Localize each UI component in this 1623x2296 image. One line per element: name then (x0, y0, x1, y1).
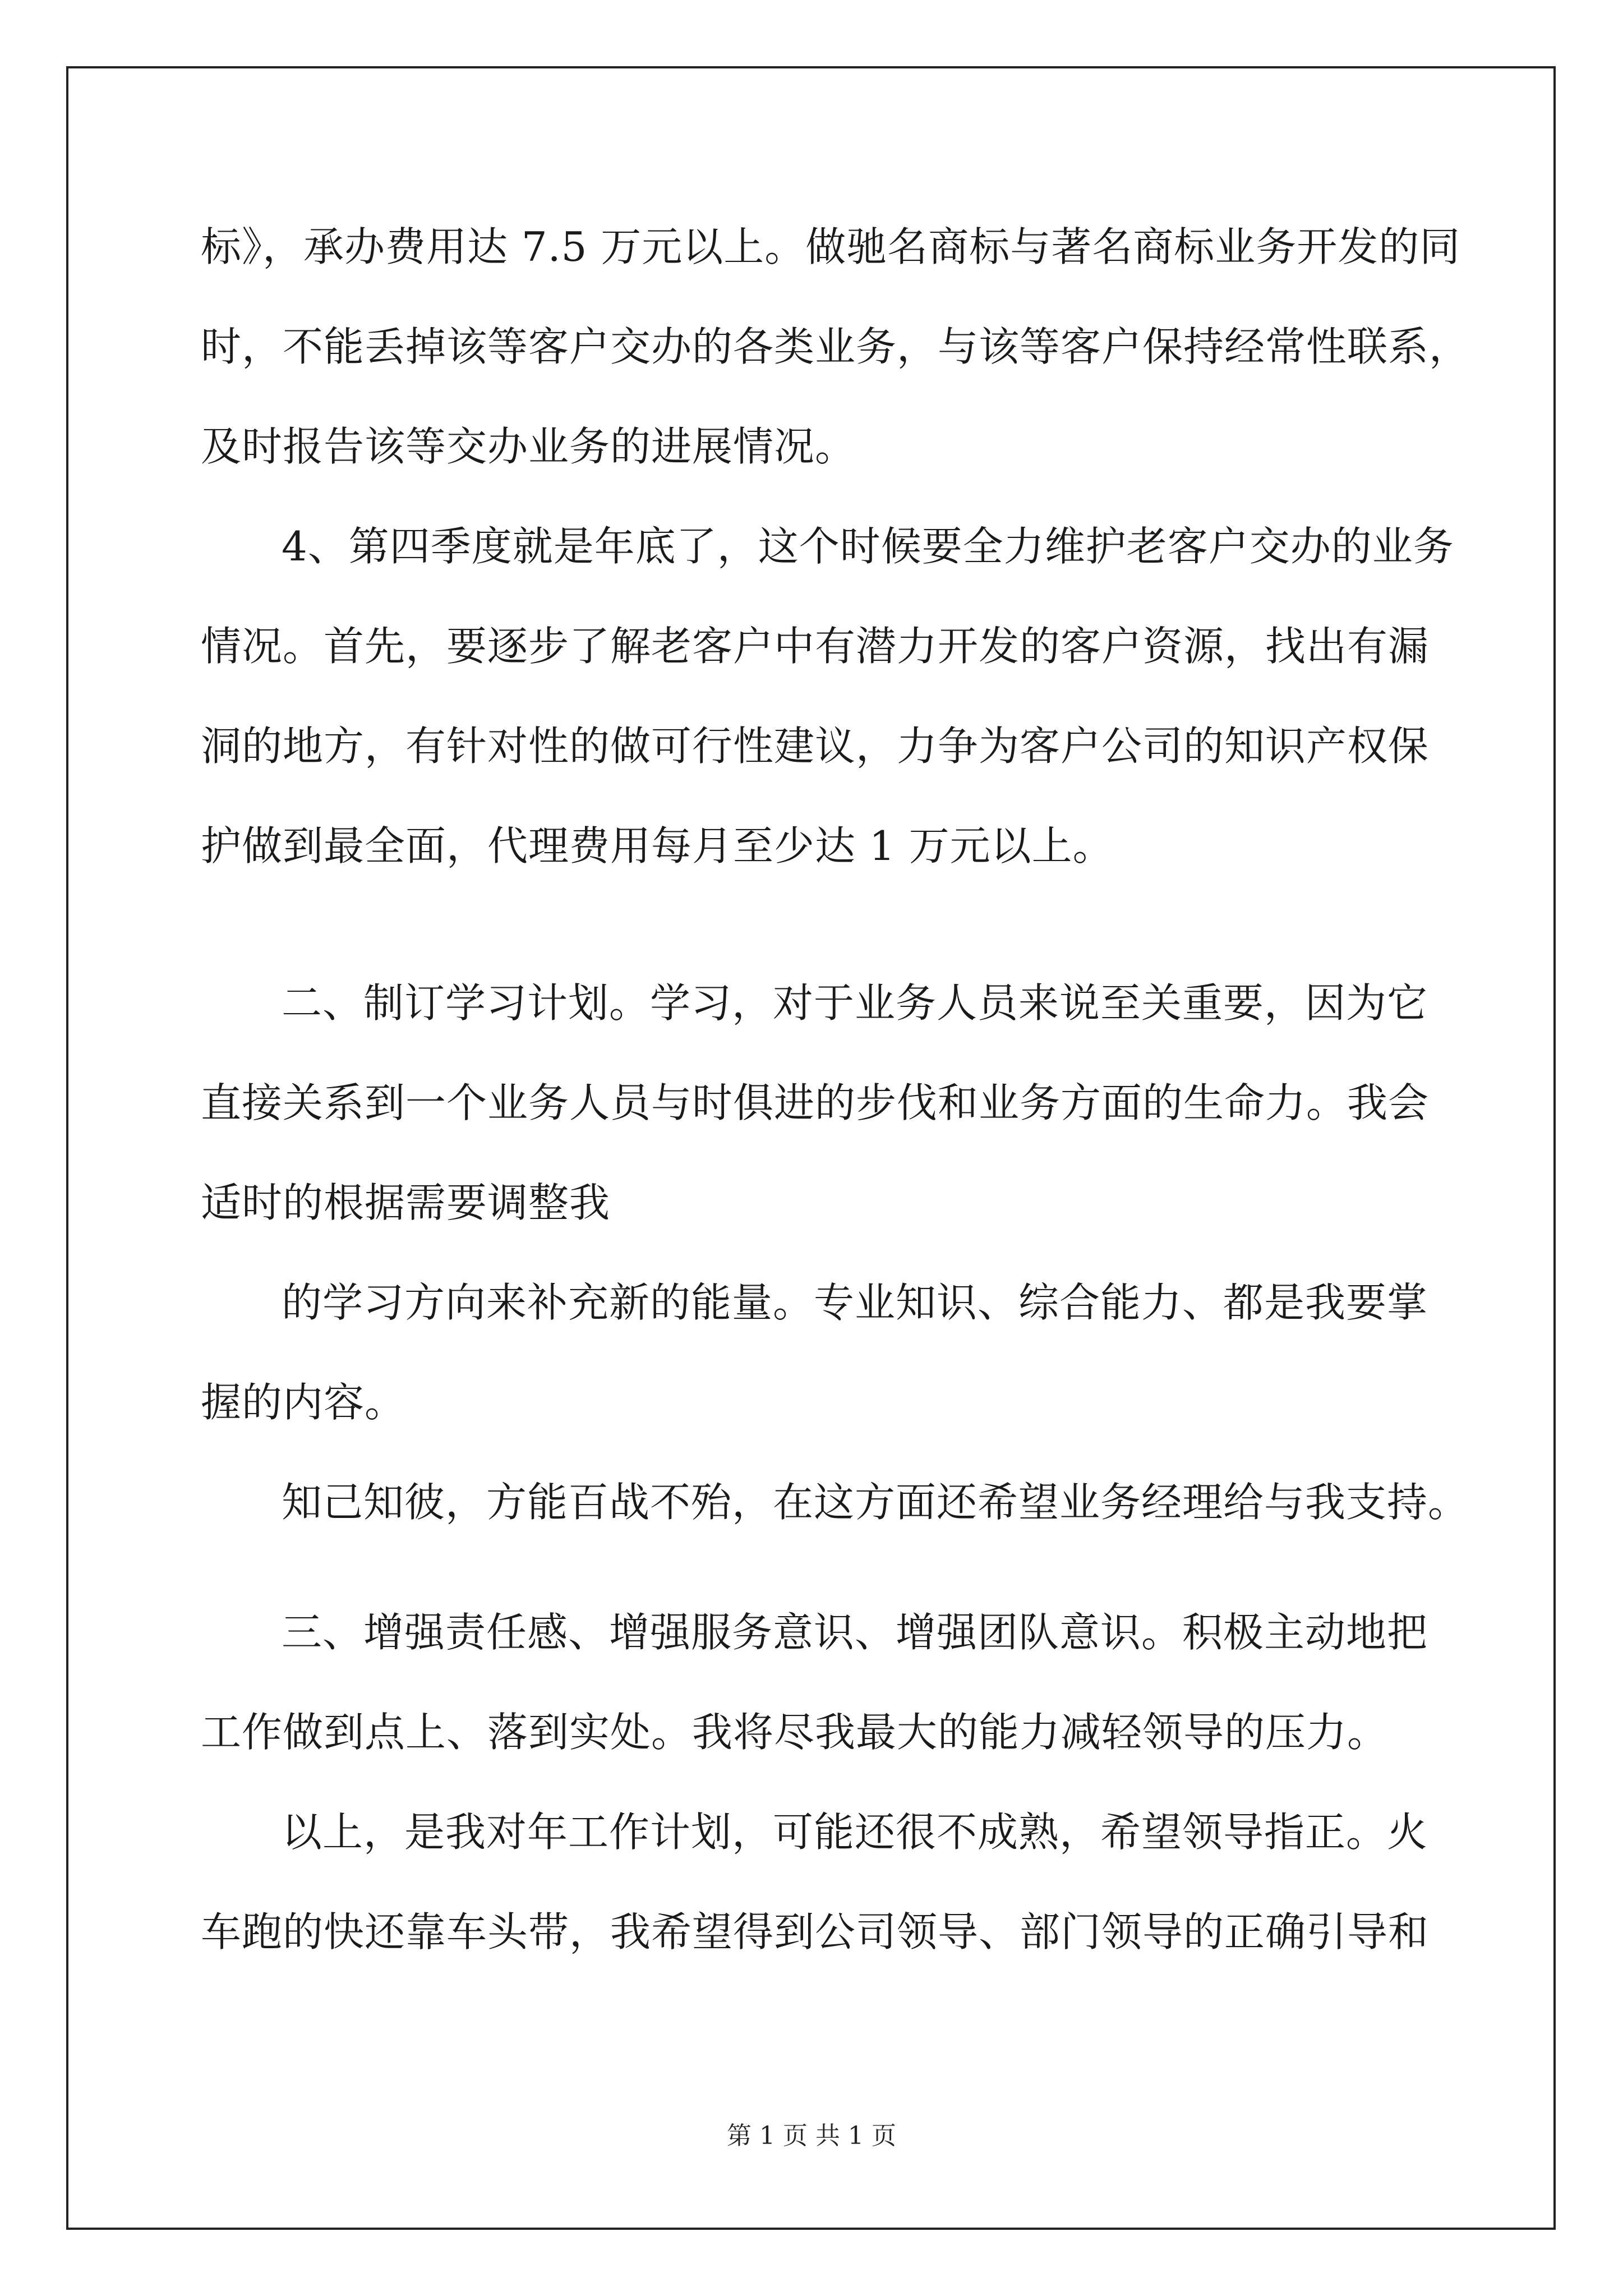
text-line: 三、增强责任感、增强服务意识、增强团队意识。积极主动地把 (282, 1609, 1428, 1656)
text-line: 适时的根据需要调整我 (201, 1179, 611, 1226)
text-line: 车跑的快还靠车头带，我希望得到公司领导、部门领导的正确引导和 (201, 1908, 1430, 1955)
text-line: 护做到最全面，代理费用每月至少达 1 万元以上。 (201, 822, 1114, 869)
text-line: 工作做到点上、落到实处。我将尽我最大的能力减轻领导的压力。 (201, 1709, 1389, 1756)
text-line: 4、第四季度就是年底了，这个时候要全力维护老客户交办的业务 (282, 523, 1454, 570)
text-line: 及时报告该等交办业务的进展情况。 (201, 423, 856, 470)
text-line: 握的内容。 (201, 1379, 406, 1426)
text-line: 知己知彼，方能百战不殆，在这方面还希望业务经理给与我支持。 (282, 1479, 1469, 1526)
text-line: 的学习方向来补充新的能量。专业知识、综合能力、都是我要掌 (282, 1279, 1428, 1326)
page-footer: 第 1 页 共 1 页 (727, 2122, 896, 2150)
text-line: 二、制订学习计划。学习，对于业务人员来说至关重要，因为它 (282, 979, 1428, 1027)
text-line: 直接关系到一个业务人员与时俱进的步伐和业务方面的生命力。我会 (201, 1079, 1430, 1126)
text-line: 洞的地方，有针对性的做可行性建议，力争为客户公司的知识产权保 (201, 723, 1430, 770)
text-line: 情况。首先，要逐步了解老客户中有潜力开发的客户资源，找出有漏 (201, 623, 1430, 670)
text-line: 标》，承办费用达 7.5 万元以上。做驰名商标与著名商标业务开发的同 (201, 223, 1461, 270)
text-line: 以上，是我对年工作计划，可能还很不成熟，希望领导指正。火 (282, 1809, 1428, 1856)
text-line: 时，不能丢掉该等客户交办的各类业务，与该等客户保持经常性联系， (201, 323, 1470, 370)
